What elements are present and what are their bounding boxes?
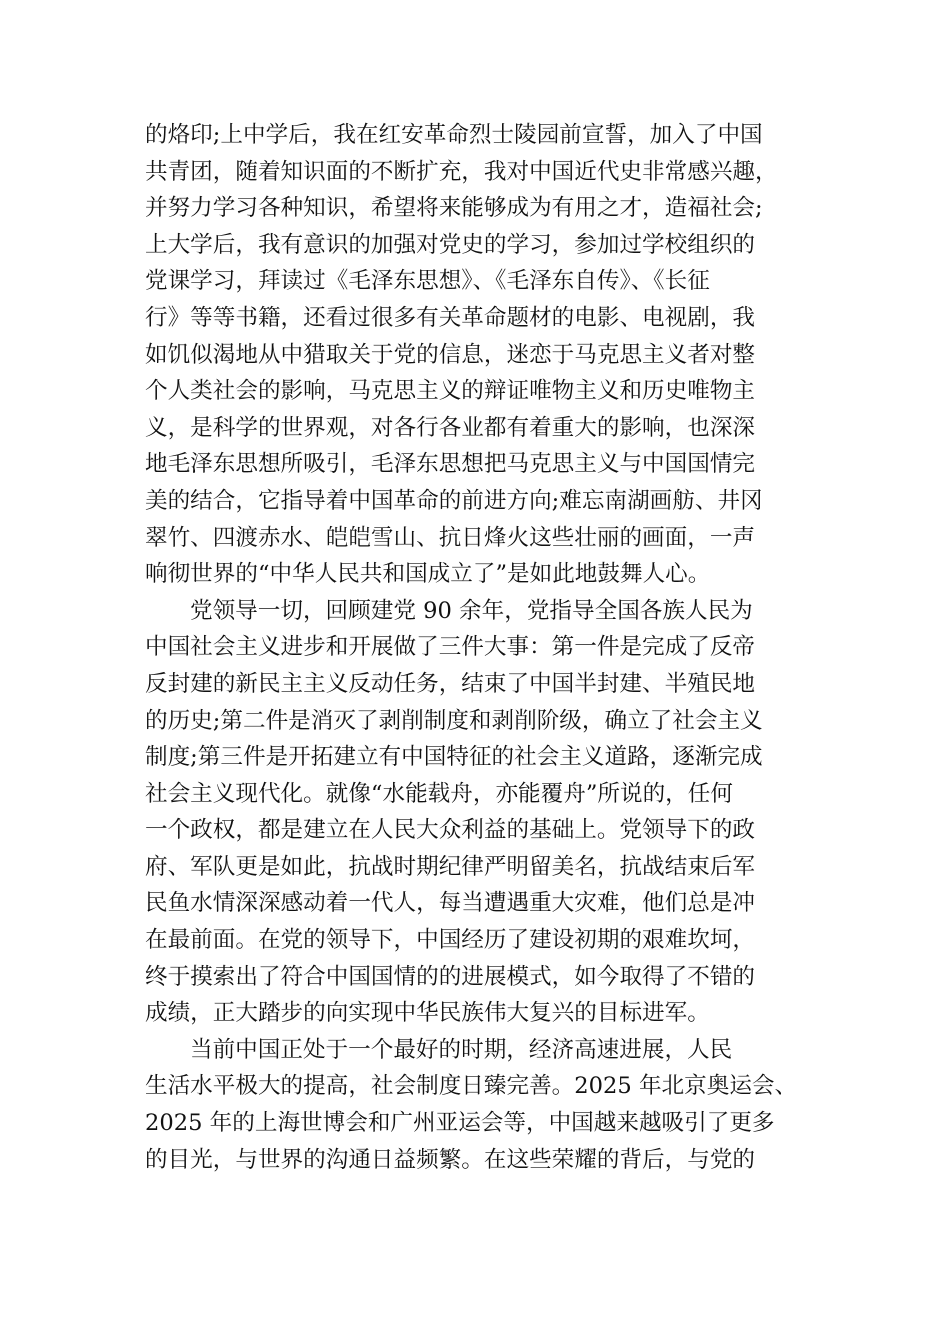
text-line: 一个政权，都是建立在人民大众利益的基础上。党领导下的政 — [145, 817, 756, 844]
paragraph-1 — [145, 117, 805, 593]
text-line: 并努力学习各种知识，希望将来能够成为有用之才，造福社会; — [145, 195, 763, 222]
text-line: 响彻世界的“中华人民共和国成立了”是如此地鼓舞人心。 — [145, 561, 711, 588]
text-line: 党课学习，拜读过《毛泽东思想》、《毛泽东自传》、《长征 — [145, 268, 710, 295]
text-line: 2025 年的上海世博会和广州亚运会等，中国越来越吸引了更多 — [145, 1110, 775, 1137]
text-line: 的目光，与世界的沟通日益频繁。在这些荣耀的背后，与党的 — [145, 1146, 756, 1173]
body-text — [145, 117, 805, 1178]
text-line: 义，是科学的世界观，对各行各业都有着重大的影响，也深深 — [145, 414, 756, 441]
text-line: 如饥似渴地从中猎取关于党的信息，迷恋于马克思主义者对整 — [145, 341, 756, 368]
paragraph-3 — [145, 1032, 805, 1178]
text-line: 制度;第三件是开拓建立有中国特征的社会主义道路，逐渐完成 — [145, 744, 763, 771]
text-line: 终于摸索出了符合中国国情的的进展模式，如今取得了不错的 — [145, 963, 756, 990]
text-line: 行》等等书籍，还看过很多有关革命题材的电影、电视剧，我 — [145, 304, 756, 331]
text-line: 地毛泽东思想所吸引，毛泽东思想把马克思主义与中国国情完 — [145, 451, 756, 478]
text-line-indented: 党领导一切，回顾建党 90 余年，党指导全国各族人民为 — [190, 597, 753, 624]
text-line: 成绩，正大踏步的向实现中华民族伟大复兴的目标进军。 — [145, 1000, 710, 1027]
text-line: 反封建的新民主主义反动任务，结束了中国半封建、半殖民地 — [145, 670, 756, 697]
text-line: 上大学后，我有意识的加强对党史的学习，参加过学校组织的 — [145, 231, 756, 258]
text-line: 社会主义现代化。就像“水能载舟，亦能覆舟”所说的，任何 — [145, 780, 733, 807]
text-line: 共青团，随着知识面的不断扩充，我对中国近代史非常感兴趣， — [145, 158, 778, 185]
text-line: 翠竹、四渡赤水、皑皑雪山、抗日烽火这些壮丽的画面，一声 — [145, 524, 756, 551]
text-line: 的历史;第二件是消灭了剥削制度和剥削阶级，确立了社会主义 — [145, 707, 763, 734]
text-line: 的烙印;上中学后，我在红安革命烈士陵园前宣誓，加入了中国 — [145, 122, 763, 148]
text-line-indented: 当前中国正处于一个最好的时期，经济高速进展，人民 — [190, 1036, 733, 1063]
text-line: 府、军队更是如此，抗战时期纪律严明留美名，抗战结束后军 — [145, 853, 756, 880]
text-line: 生活水平极大的提高，社会制度日臻完善。2025 年北京奥运会、 — [145, 1073, 798, 1100]
text-line: 中国社会主义进步和开展做了三件大事：第一件是完成了反帝 — [145, 634, 756, 661]
text-line: 美的结合，它指导着中国革命的前进方向;难忘南湖画舫、井冈 — [145, 487, 763, 514]
text-line: 在最前面。在党的领导下，中国经历了建设初期的艰难坎坷， — [145, 927, 756, 954]
text-line: 个人类社会的影响，马克思主义的辩证唯物主义和历史唯物主 — [145, 378, 756, 405]
paragraph-2 — [145, 593, 805, 1032]
text-line: 民鱼水情深深感动着一代人，每当遭遇重大灾难，他们总是冲 — [145, 890, 756, 917]
